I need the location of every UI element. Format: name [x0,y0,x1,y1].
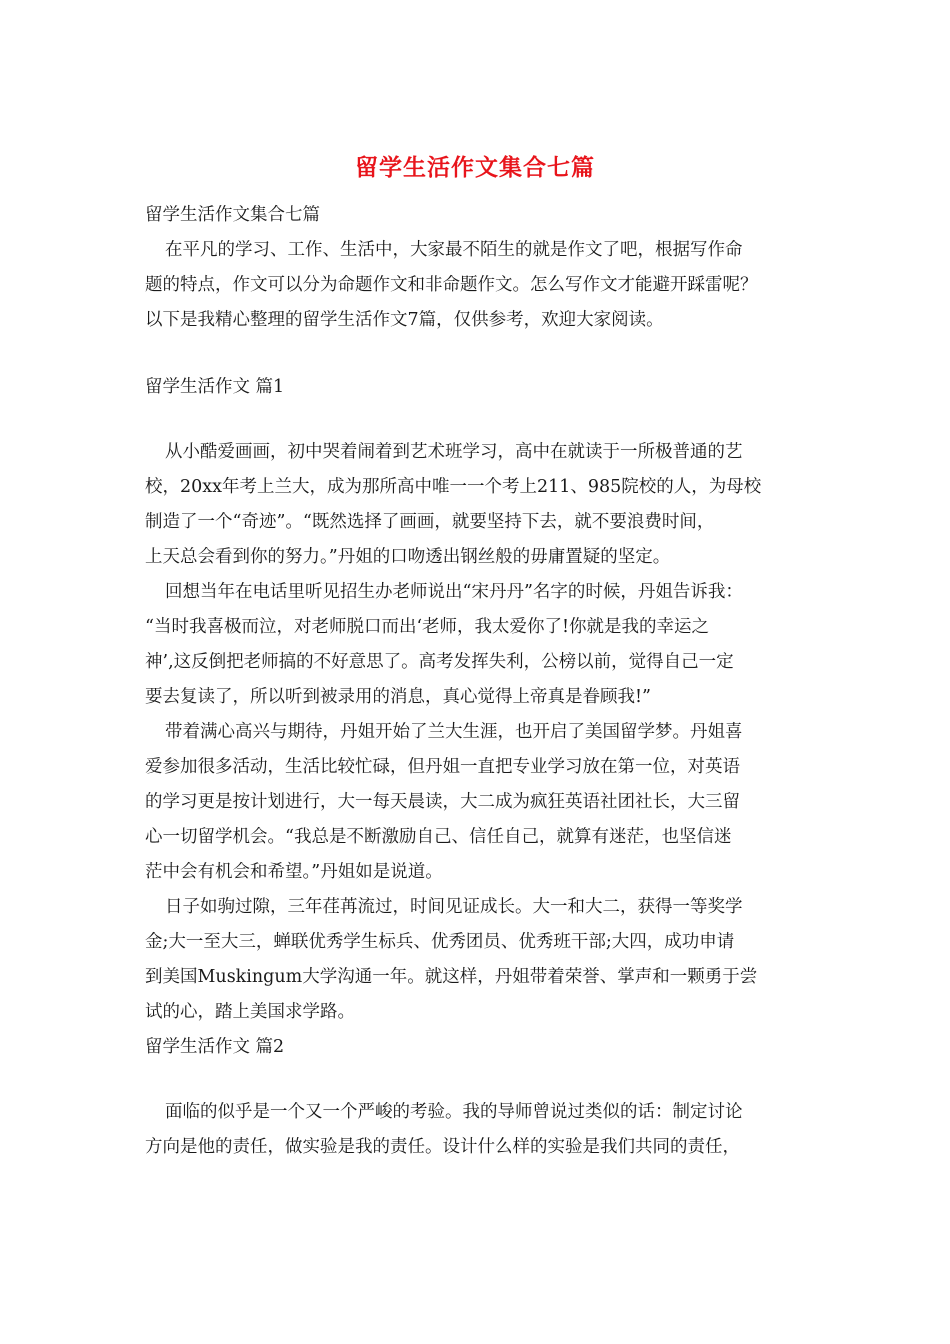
intro-paragraph [145,233,807,338]
intro-line: 以下是我精心整理的留学生活作文7篇，仅供参考，欢迎大家阅读。 [145,310,664,330]
paragraph-line: 校，20xx年考上兰大，成为那所高中唯一一个考上211、985院校的人，为母校 [145,477,762,497]
section-heading-2: 留学生活作文 篇2 [145,1037,285,1057]
section-2-paragraph-1 [145,1095,807,1165]
paragraph-line: 神’,这反倒把老师搞的不好意思了。高考发挥失利，公榜以前，觉得自己一定 [145,652,734,672]
intro-line: 在平凡的学习、工作、生活中，大家最不陌生的就是作文了吧，根据写作命 [165,240,743,260]
paragraph-line: 方向是他的责任，做实验是我的责任。设计什么样的实验是我们共同的责任， [145,1137,740,1157]
intro-line: 题的特点，作文可以分为命题作文和非命题作文。怎么写作文才能避开踩雷呢？ [145,275,758,295]
paragraph-line: 带着满心高兴与期待，丹姐开始了兰大生涯，也开启了美国留学梦。丹姐喜 [165,722,743,742]
paragraph-line: 到美国Muskingum大学沟通一年。就这样，丹姐带着荣誉、掌声和一颗勇于尝 [145,967,758,987]
paragraph-line: 日子如驹过隙，三年荏苒流过，时间见证成长。大一和大二，获得一等奖学 [165,897,743,917]
section-1-paragraph-3 [145,715,807,890]
paragraph-line: 要去复读了，所以听到被录用的消息，真心觉得上帝真是眷顾我!” [145,687,651,707]
paragraph-line: 回想当年在电话里听见招生办老师说出“宋丹丹”名字的时候，丹姐告诉我： [165,582,743,602]
paragraph-line: 爱参加很多活动，生活比较忙碌，但丹姐一直把专业学习放在第一位，对英语 [145,757,740,777]
paragraph-line: “当时我喜极而泣，对老师脱口而出‘老师，我太爱你了!你就是我的幸运之 [145,617,710,637]
paragraph-line: 上天总会看到你的努力。”丹姐的口吻透出钢丝般的毋庸置疑的坚定。 [145,547,671,567]
paragraph-line: 茫中会有机会和希望。”丹姐如是说道。 [145,862,443,882]
document-body [145,198,807,1165]
section-1-paragraph-4 [145,890,807,1030]
paragraph-line: 面临的似乎是一个又一个严峻的考验。我的导师曾说过类似的话：制定讨论 [165,1102,743,1122]
document-subtitle: 留学生活作文集合七篇 [145,205,320,225]
paragraph-line: 制造了一个“奇迹”。“既然选择了画画，就要坚持下去，就不要浪费时间， [145,512,715,532]
paragraph-line: 从小酷爱画画，初中哭着闹着到艺术班学习，高中在就读于一所极普通的艺 [165,442,743,462]
document-title: 留学生活作文集合七篇 [355,154,595,181]
paragraph-line: 试的心，踏上美国求学路。 [145,1002,355,1022]
section-1-paragraph-1 [145,435,807,575]
paragraph-line: 心一切留学机会。“我总是不断激励自己、信任自己，就算有迷茫，也坚信迷 [145,827,732,847]
section-1-paragraph-2 [145,575,807,715]
section-heading-1: 留学生活作文 篇1 [145,377,285,397]
paragraph-line: 金;大一至大三，蝉联优秀学生标兵、优秀团员、优秀班干部;大四，成功申请 [145,932,735,952]
paragraph-line: 的学习更是按计划进行，大一每天晨读，大二成为疯狂英语社团社长，大三留 [145,792,740,812]
